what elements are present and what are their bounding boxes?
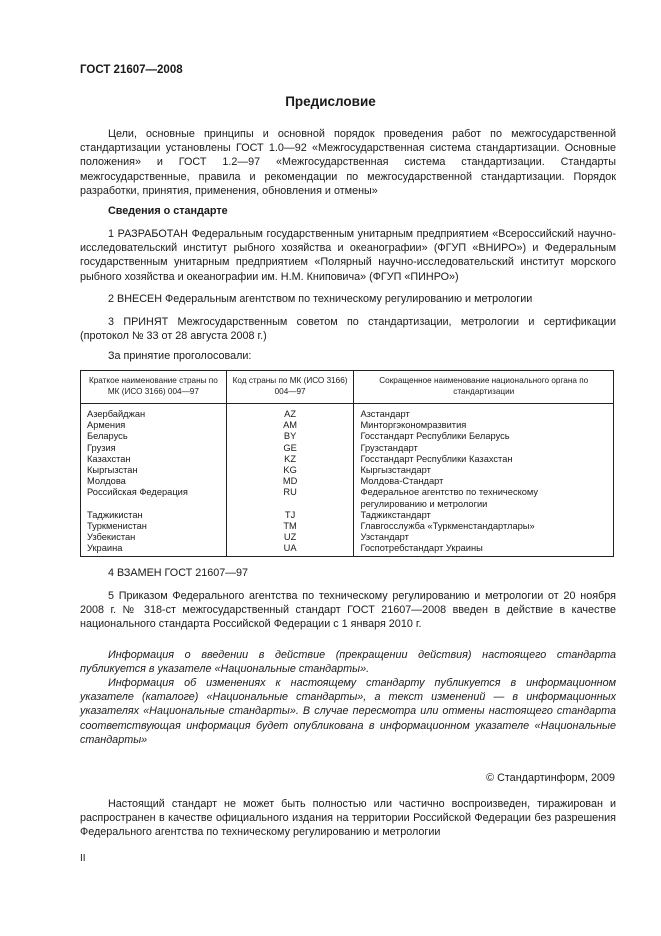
voted-label: За принятие проголосовали: (108, 350, 252, 362)
item-1-developed: 1 РАЗРАБОТАН Федеральным государственным унитарным предприятием «Всероссийский научно-исследовательский институт рыбного хозяйства и океанографии» (ФГУП «ВНИРО») и Федеральным государственным унитарным предприятием «Полярный научно-исследовательский институт морского рыбного хозяйства и океанографии им. Н.М. Книповича» (ФГУП «ПИНРО») (80, 228, 616, 283)
country-cell: Украина (81, 543, 227, 556)
info-note-1: Информация о введении в действие (прекращении действия) настоящего стандарта публикуется в указателе «Национальные стандарты». (80, 649, 616, 676)
body-cell: Федеральное агентство по техническому регулированию и метрологии (354, 487, 614, 509)
code-cell: KG (226, 465, 354, 476)
body-cell: Госстандарт Республики Беларусь (354, 431, 614, 442)
country-cell: Азербайджан (81, 404, 227, 421)
table-row (81, 443, 614, 454)
page-title: Предисловие (285, 94, 376, 109)
code-cell: TJ (226, 510, 354, 521)
item-4-replaces: 4 ВЗАМЕН ГОСТ 21607—97 (108, 567, 249, 579)
table-row (81, 532, 614, 543)
country-cell: Армения (81, 420, 227, 431)
code-cell: MD (226, 476, 354, 487)
intro-paragraph: Цели, основные принципы и основной порядок проведения работ по межгосударственной стандартизации установлены ГОСТ 1.0—92 «Межгосударственная система стандартизации. Основные положения» и ГОСТ 1.2—97 «Межгосударственная система стандартизации. Стандарты межгосударственные, правила и рекомендации по межгосударственной стандартизации. Порядок разработки, принятия, применения, обновления и отмены» (80, 128, 616, 197)
body-cell: Таджикстандарт (354, 510, 614, 521)
item-2-introduced: 2 ВНЕСЕН Федеральным агентством по техническому регулированию и метрологии (108, 293, 533, 305)
item-3-adopted: 3 ПРИНЯТ Межгосударственным советом по стандартизации, метрологии и сертификации (протокол № 33 от 28 августа 2008 г.) (80, 316, 616, 343)
body-cell: Азстандарт (354, 404, 614, 421)
column-header-country: Краткое наименование страны по МК (ИСО 3166) 004—97 (81, 371, 227, 404)
copyright-line: © Стандартинформ, 2009 (486, 772, 615, 784)
code-cell: TM (226, 521, 354, 532)
country-cell: Беларусь (81, 431, 227, 442)
table-row (81, 465, 614, 476)
country-cell: Казахстан (81, 454, 227, 465)
body-cell: Минторгэкономразвития (354, 420, 614, 431)
code-cell: AM (226, 420, 354, 431)
column-header-code: Код страны по МК (ИСО 3166) 004—97 (226, 371, 354, 404)
code-cell: RU (226, 487, 354, 509)
table-row (81, 487, 614, 509)
table-row (81, 404, 614, 421)
info-note-2: Информация об изменениях к настоящему стандарту публикуется в информационном указателе (каталоге) «Национальные стандарты», а текст изменений — в информационных указателях «Национальные стандарты». В случае пересмотра или отмены настоящего стандарта соответствующая информация будет опубликована в информационном указателе «Национальные стандарты» (80, 677, 616, 746)
column-header-body: Сокращенное наименование национального органа по стандартизации (354, 371, 614, 404)
code-cell: KZ (226, 454, 354, 465)
page-number: II (80, 853, 86, 864)
body-cell: Молдова-Стандарт (354, 476, 614, 487)
code-cell: AZ (226, 404, 354, 421)
body-cell: Грузстандарт (354, 443, 614, 454)
table-row (81, 454, 614, 465)
country-cell: Узбекистан (81, 532, 227, 543)
country-cell: Российская Федерация (81, 487, 227, 509)
table-row (81, 521, 614, 532)
country-cell: Молдова (81, 476, 227, 487)
table-row (81, 431, 614, 442)
body-cell: Узстандарт (354, 532, 614, 543)
body-cell: Главгосслужба «Туркменстандартлары» (354, 521, 614, 532)
code-cell: UZ (226, 532, 354, 543)
table-row (81, 476, 614, 487)
voting-table (80, 370, 614, 557)
body-cell: Госпотребстандарт Украины (354, 543, 614, 556)
table-row (81, 420, 614, 431)
table-row (81, 510, 614, 521)
country-cell: Туркменистан (81, 521, 227, 532)
body-cell: Госстандарт Республики Казахстан (354, 454, 614, 465)
code-cell: UA (226, 543, 354, 556)
code-cell: BY (226, 431, 354, 442)
table-header-row (81, 371, 614, 404)
reproduction-notice: Настоящий стандарт не может быть полностью или частично воспроизведен, тиражирован и распространен в качестве официального издания на территории Российской Федерации без разрешения Федерального агентства по техническому регулированию и метрологии (80, 798, 616, 839)
document-header: ГОСТ 21607—2008 (80, 64, 183, 76)
body-cell: Кыргызстандарт (354, 465, 614, 476)
code-cell: GE (226, 443, 354, 454)
country-cell: Грузия (81, 443, 227, 454)
country-cell: Таджикистан (81, 510, 227, 521)
item-5-enacted: 5 Приказом Федерального агентства по техническому регулированию и метрологии от 20 ноября 2008 г. № 318-ст межгосударственный стандарт ГОСТ 21607—2008 введен в действие в качестве национального стандарта Российской Федерации с 1 января 2010 г. (80, 590, 616, 631)
standard-info-heading: Сведения о стандарте (108, 205, 228, 217)
table-row (81, 543, 614, 556)
country-cell: Кыргызстан (81, 465, 227, 476)
